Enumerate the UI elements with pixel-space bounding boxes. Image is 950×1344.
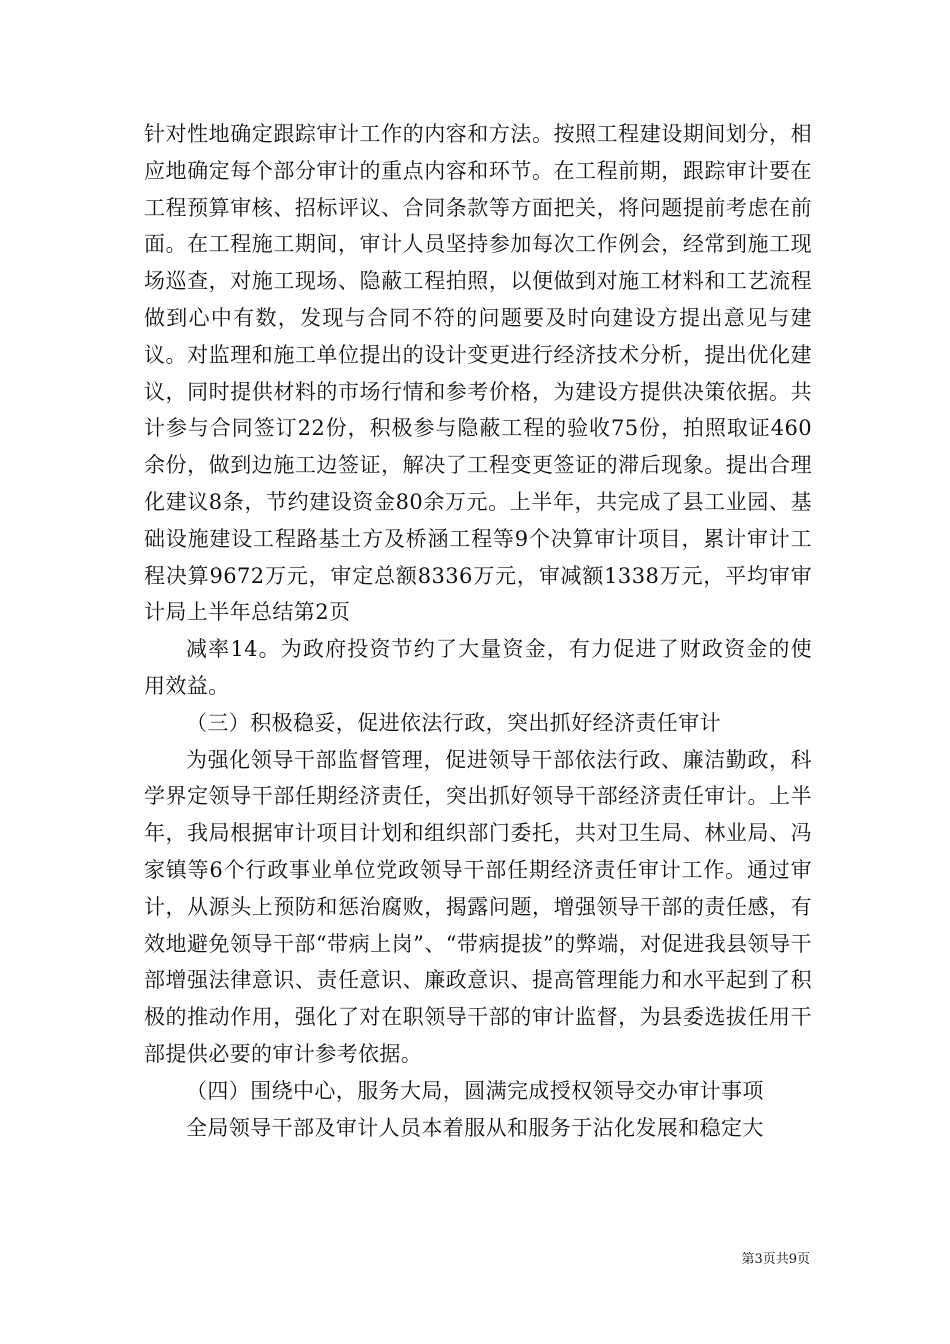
document-body xyxy=(144,116,812,1146)
paragraph-4: 为强化领导干部监督管理，促进领导干部依法行政、廉洁勤政，科学界定领导干部任期经济责任，突出抓好领导干部经济责任审计。上半年，我局根据审计项目计划和组织部门委托，共对卫生局、林业局、冯家镇等6个行政事业单位党政领导干部任期经济责任审计工作。通过审计，从源头上预防和惩治腐败，揭露问题，增强领导干部的责任感，有效地避免领导干部“带病上岗”、“带病提拔”的弊端，对促进我县领导干部增强法律意识、责任意识、廉政意识、提高管理能力和水平起到了积极的推动作用，强化了对在职领导干部的审计监督，为县委选拔任用干部提供必要的审计参考依据。 xyxy=(144,747,812,1066)
section-heading-4: （四）围绕中心，服务大局，圆满完成授权领导交办审计事项 xyxy=(186,1078,764,1103)
paragraph-2: 减率14。为政府投资节约了大量资金，有力促进了财政资金的使用效益。 xyxy=(144,637,812,698)
section-heading-3: （三）积极稳妥，促进依法行政，突出抓好经济责任审计 xyxy=(186,710,721,735)
paragraph-6: 全局领导干部及审计人员本着服从和服务于沾化发展和稳定大 xyxy=(186,1115,764,1140)
page-footer: 第3页共9页 xyxy=(741,1252,810,1267)
paragraph-1: 针对性地确定跟踪审计工作的内容和方法。按照工程建设期间划分，相应地确定每个部分审计的重点内容和环节。在工程前期，跟踪审计要在工程预算审核、招标评议、合同条款等方面把关，将问题提前考虑在前面。在工程施工期间，审计人员坚持参加每次工作例会，经常到施工现场巡查，对施工现场、隐蔽工程拍照，以便做到对施工材料和工艺流程做到心中有数，发现与合同不符的问题要及时向建设方提出意见与建议。对监理和施工单位提出的设计变更进行经济技术分析，提出优化建议，同时提供材料的市场行情和参考价格，为建设方提供决策依据。共计参与合同签订22份，积极参与隐蔽工程的验收75份，拍照取证460余份，做到边施工边签证，解决了工程变更签证的滞后现象。提出合理化建议8条，节约建设资金80余万元。上半年，共完成了县工业园、基础设施建设工程路基土方及桥涵工程等9个决算审计项目，累计审计工程决算9672万元，审定总额8336万元，审减额1338万元，平均审审计局上半年总结第2页 xyxy=(144,122,812,625)
